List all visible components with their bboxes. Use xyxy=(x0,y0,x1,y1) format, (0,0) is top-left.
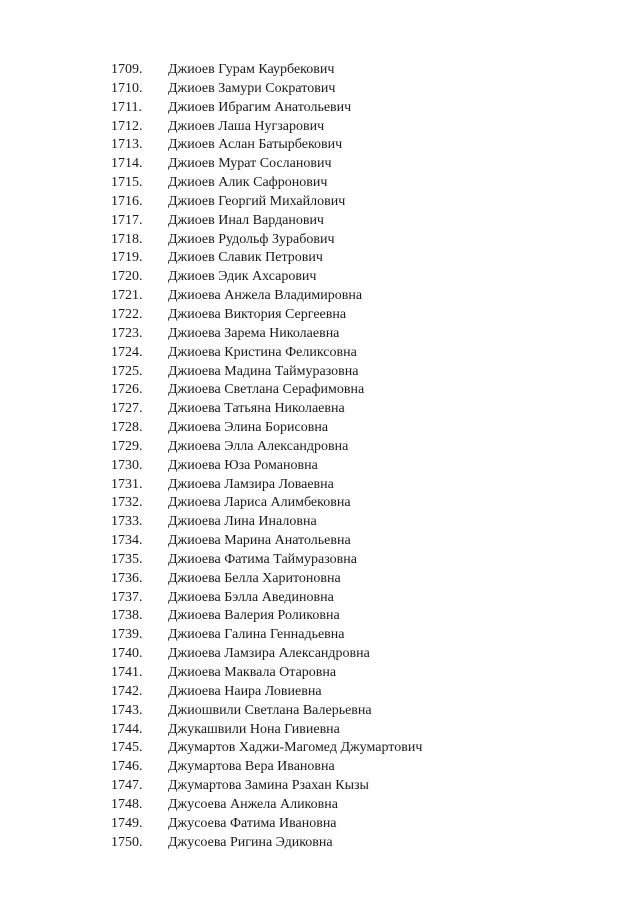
entry-number: 1711. xyxy=(111,99,142,115)
list-item xyxy=(111,589,422,608)
entry-full-name: Джиоева Лина Иналовна xyxy=(168,514,317,530)
entry-full-name: Джиоева Галина Геннадьевна xyxy=(168,627,345,643)
entry-number: 1717. xyxy=(111,212,143,228)
list-item xyxy=(111,231,422,250)
entry-number: 1747. xyxy=(111,778,143,794)
entry-number: 1749. xyxy=(111,815,143,831)
entry-full-name: Джиошвили Светлана Валерьевна xyxy=(168,702,372,718)
entry-full-name: Джиоев Инал Варданович xyxy=(168,212,324,228)
entry-number: 1740. xyxy=(111,646,143,662)
entry-number: 1741. xyxy=(111,665,143,680)
entry-full-name: Джиоев Ибрагим Анатольевич xyxy=(168,99,352,115)
entry-number: 1729. xyxy=(111,438,143,454)
entry-full-name: Джиоева Татьяна Николаевна xyxy=(168,401,345,417)
entry-number: 1720. xyxy=(111,269,143,285)
entry-number: 1745. xyxy=(111,740,143,756)
entry-number: 1744. xyxy=(111,721,143,737)
entry-number: 1721. xyxy=(111,288,143,304)
name-list xyxy=(111,61,422,852)
list-item xyxy=(111,532,422,551)
list-item xyxy=(111,607,422,626)
entry-full-name: Джиоева Маквала Отаровна xyxy=(168,665,337,680)
entry-full-name: Джиоев Рудольф Зурабович xyxy=(168,231,335,247)
entry-number: 1727. xyxy=(111,401,143,417)
list-item xyxy=(111,61,422,80)
list-item xyxy=(111,513,422,532)
entry-full-name: Джиоев Мурат Сосланович xyxy=(168,156,332,172)
entry-number: 1718. xyxy=(111,231,143,247)
entry-full-name: Джиоева Ламзира Ловаевна xyxy=(168,476,334,492)
list-item xyxy=(111,155,422,174)
entry-number: 1724. xyxy=(111,344,143,360)
entry-full-name: Джиоева Фатима Таймуразовна xyxy=(168,551,357,567)
entry-number: 1730. xyxy=(111,457,143,473)
entry-full-name: Джиоев Алик Сафронович xyxy=(168,175,328,191)
entry-number: 1726. xyxy=(111,382,143,398)
entry-full-name: Джумартова Замина Рзахан Кызы xyxy=(168,778,369,794)
entry-full-name: Джиоева Валерия Роликовна xyxy=(168,608,340,624)
entry-full-name: Джиоева Ламзира Александровна xyxy=(168,646,370,662)
entry-number: 1716. xyxy=(111,193,143,209)
entry-full-name: Джиоев Славик Петрович xyxy=(168,250,323,266)
list-item xyxy=(111,570,422,589)
entry-full-name: Джумартов Хаджи-Магомед Джумартович xyxy=(168,740,423,756)
entry-full-name: Джиоев Георгий Михайлович xyxy=(168,193,346,209)
list-item xyxy=(111,476,422,495)
list-item xyxy=(111,118,422,137)
list-item xyxy=(111,363,422,382)
entry-full-name: Джиоева Марина Анатольевна xyxy=(168,533,351,549)
entry-number: 1710. xyxy=(111,80,143,96)
list-item xyxy=(111,664,422,683)
entry-full-name: Джиоева Лариса Алимбековна xyxy=(168,495,351,511)
entry-number: 1731. xyxy=(111,476,143,492)
entry-number: 1719. xyxy=(111,250,143,266)
entry-full-name: Джиоева Юза Романовна xyxy=(168,457,318,473)
entry-full-name: Джусоева Анжела Аликовна xyxy=(168,796,338,812)
entry-number: 1728. xyxy=(111,420,143,436)
entry-full-name: Джиоев Замури Сократович xyxy=(168,80,336,96)
entry-full-name: Джусоева Ригина Эдиковна xyxy=(168,834,333,850)
entry-full-name: Джиоева Анжела Владимировна xyxy=(168,288,363,304)
list-item xyxy=(111,212,422,231)
entry-number: 1715. xyxy=(111,175,143,191)
list-item xyxy=(111,381,422,400)
entry-full-name: Джиоева Элина Борисовна xyxy=(168,420,329,436)
entry-number: 1723. xyxy=(111,325,143,341)
entry-full-name: Джумартова Вера Ивановна xyxy=(168,759,335,775)
list-item xyxy=(111,249,422,268)
entry-number: 1709. xyxy=(111,62,143,77)
entry-full-name: Джиоева Элла Александровна xyxy=(168,438,349,454)
list-item xyxy=(111,457,422,476)
list-item xyxy=(111,777,422,796)
list-item xyxy=(111,193,422,212)
entry-full-name: Джиоев Лаша Нугзарович xyxy=(168,118,325,134)
entry-number: 1737. xyxy=(111,589,143,605)
list-item xyxy=(111,438,422,457)
entry-full-name: Джиоев Аслан Батырбекович xyxy=(168,137,343,153)
entry-number: 1735. xyxy=(111,551,143,567)
entry-number: 1732. xyxy=(111,495,143,511)
entry-number: 1734. xyxy=(111,533,143,549)
list-item xyxy=(111,80,422,99)
list-item xyxy=(111,344,422,363)
list-item xyxy=(111,136,422,155)
entry-full-name: Джиоева Белла Харитоновна xyxy=(168,570,341,586)
entry-number: 1712. xyxy=(111,118,143,134)
entry-full-name: Джиоева Светлана Серафимовна xyxy=(168,382,365,398)
list-item xyxy=(111,400,422,419)
list-item xyxy=(111,287,422,306)
list-item xyxy=(111,683,422,702)
entry-number: 1713. xyxy=(111,137,143,153)
list-item xyxy=(111,739,422,758)
entry-full-name: Джиоев Эдик Ахсарович xyxy=(168,269,317,285)
entry-number: 1714. xyxy=(111,156,143,172)
list-item xyxy=(111,325,422,344)
entry-number: 1742. xyxy=(111,683,143,699)
entry-number: 1733. xyxy=(111,514,143,530)
entry-number: 1750. xyxy=(111,834,143,850)
list-item xyxy=(111,721,422,740)
entry-full-name: Джиоев Гурам Каурбекович xyxy=(168,62,335,77)
list-item xyxy=(111,306,422,325)
entry-full-name: Джиоева Мадина Таймуразовна xyxy=(168,363,359,379)
list-item xyxy=(111,834,422,853)
entry-full-name: Джиоева Наира Ловиевна xyxy=(168,683,322,699)
list-item xyxy=(111,626,422,645)
entry-full-name: Джусоева Фатима Ивановна xyxy=(168,815,337,831)
list-item xyxy=(111,702,422,721)
entry-full-name: Джукашвили Нона Гивиевна xyxy=(168,721,340,737)
entry-number: 1739. xyxy=(111,627,143,643)
entry-full-name: Джиоева Бэлла Авединовна xyxy=(168,589,334,605)
entry-number: 1743. xyxy=(111,702,143,718)
list-item xyxy=(111,268,422,287)
list-item xyxy=(111,174,422,193)
list-item xyxy=(111,99,422,118)
entry-number: 1746. xyxy=(111,759,143,775)
list-item xyxy=(111,758,422,777)
entry-full-name: Джиоева Виктория Сергеевна xyxy=(168,306,347,322)
entry-number: 1736. xyxy=(111,570,143,586)
list-item xyxy=(111,796,422,815)
entry-number: 1738. xyxy=(111,608,143,624)
entry-number: 1725. xyxy=(111,363,143,379)
list-item xyxy=(111,645,422,664)
entry-number: 1748. xyxy=(111,796,143,812)
entry-full-name: Джиоева Зарема Николаевна xyxy=(168,325,340,341)
list-item xyxy=(111,815,422,834)
list-item xyxy=(111,551,422,570)
list-item xyxy=(111,419,422,438)
list-item xyxy=(111,494,422,513)
entry-full-name: Джиоева Кристина Феликсовна xyxy=(168,344,357,360)
entry-number: 1722. xyxy=(111,306,143,322)
